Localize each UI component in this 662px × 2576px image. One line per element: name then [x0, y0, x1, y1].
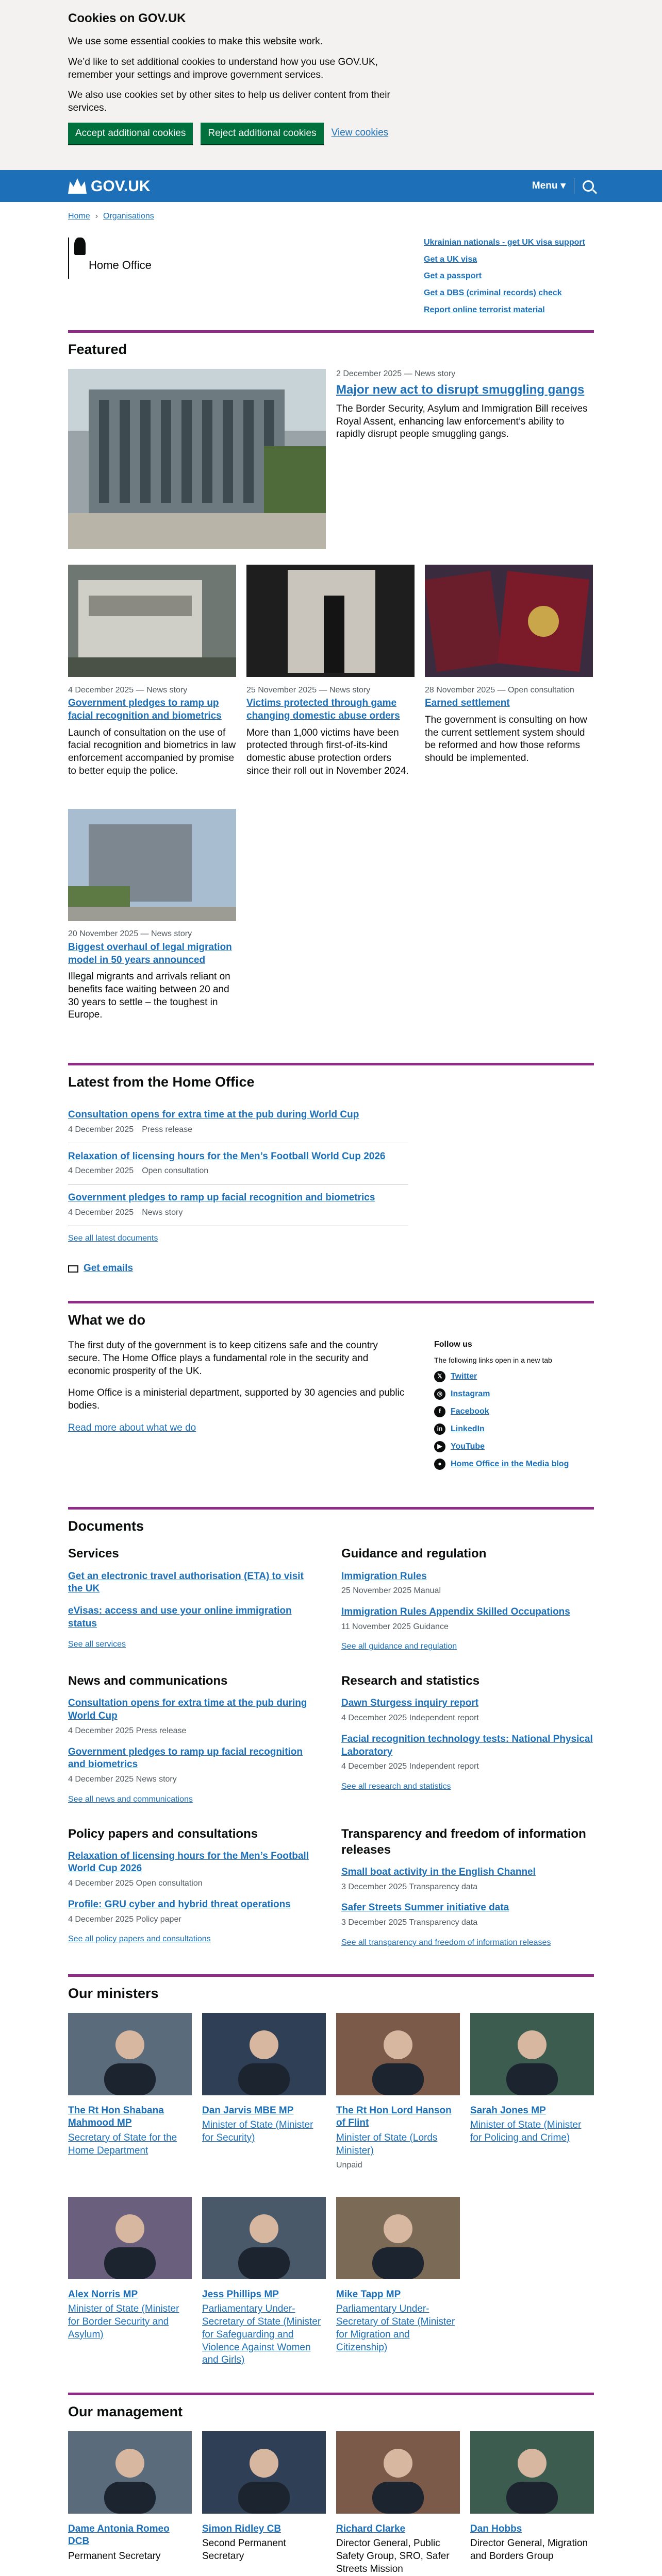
quick-link[interactable]: Get a DBS (criminal records) check — [424, 289, 562, 298]
portrait-photo[interactable] — [202, 2431, 326, 2514]
person-card — [202, 2431, 326, 2575]
accept-cookies-button[interactable]: Accept additional cookies — [68, 123, 193, 144]
list-item — [68, 1184, 408, 1226]
facebook-icon: f — [434, 1406, 445, 1417]
follow-note: The following links open in a new tab — [434, 1356, 552, 1365]
featured-image[interactable] — [68, 369, 326, 549]
card-meta: 4 December 2025 — News story — [68, 685, 188, 694]
management-section — [68, 2393, 594, 2576]
doc-block-heading: Guidance and regulation — [341, 1547, 487, 1561]
card-image[interactable] — [68, 809, 236, 921]
featured-card — [425, 565, 593, 778]
person-name[interactable]: Alex Norris MP — [68, 2289, 138, 2300]
person-role: Director General, Migration and Borders Group — [470, 2538, 588, 2562]
portrait-photo[interactable] — [68, 2431, 192, 2514]
card-summary: More than 1,000 victims have been protected through first-of-its-kind domestic abuse protection orders since their roll out in November 2024. — [246, 727, 409, 776]
person-role[interactable]: Parliamentary Under-Secretary of State (Minister for Migration and Citizenship) — [336, 2303, 455, 2353]
latest-item-type: Open consultation — [142, 1166, 209, 1176]
reject-cookies-button[interactable]: Reject additional cookies — [201, 123, 323, 144]
featured-section — [68, 330, 594, 1042]
person-card — [470, 2431, 594, 2575]
featured-card — [68, 809, 236, 1022]
what-we-do-section — [68, 1301, 594, 1476]
social-link-linkedin[interactable]: LinkedIn — [451, 1424, 485, 1433]
doc-item-title[interactable]: Profile: GRU cyber and hybrid threat operations — [68, 1899, 291, 1910]
doc-item-title[interactable]: Get an electronic travel authorisation (ETA) to visit the UK — [68, 1570, 304, 1595]
see-all-latest-link[interactable]: See all latest documents — [68, 1233, 158, 1243]
management-heading: Our management — [68, 2403, 183, 2419]
x-icon: 𝕏 — [434, 1371, 445, 1382]
social-link-youtube[interactable]: YouTube — [451, 1442, 485, 1451]
logo-text: GOV.UK — [91, 177, 151, 195]
person-role: Second Permanent Secretary — [202, 2538, 286, 2562]
person-role: Director General, Public Safety Group, SRO, Safer Streets Mission — [336, 2538, 450, 2574]
site-header — [0, 170, 662, 202]
person-card — [202, 2013, 326, 2171]
search-icon[interactable] — [583, 180, 594, 192]
portrait-photo[interactable] — [470, 2431, 594, 2514]
card-image[interactable] — [425, 565, 593, 677]
doc-item-meta: 25 November 2025 Manual — [341, 1586, 441, 1596]
featured-card — [68, 565, 236, 778]
portrait-photo[interactable] — [202, 2013, 326, 2095]
card-summary: The government is consulting on how the current settlement system should be reformed and how those reforms should be implemented. — [425, 715, 587, 764]
latest-item-date: 4 December 2025 — [68, 1208, 134, 1217]
doc-block-research — [341, 1673, 594, 1810]
latest-item-type: Press release — [142, 1125, 193, 1134]
social-link-facebook[interactable]: Facebook — [451, 1406, 489, 1416]
quick-link[interactable]: Get a UK visa — [424, 255, 477, 264]
card-title[interactable]: Earned settlement — [425, 698, 510, 709]
main-content — [68, 202, 594, 2576]
person-name[interactable]: Richard Clarke — [336, 2523, 406, 2534]
person-role[interactable]: Secretary of State for the Home Department — [68, 2132, 177, 2156]
person-name[interactable]: Jess Phillips MP — [202, 2289, 279, 2300]
crown-icon — [68, 178, 87, 194]
featured-heading: Featured — [68, 341, 127, 357]
latest-item-date: 4 December 2025 — [68, 1166, 134, 1176]
blog-icon: ● — [434, 1459, 445, 1470]
doc-item-title[interactable]: Relaxation of licensing hours for the Men’s Football World Cup 2026 — [68, 1850, 309, 1874]
person-name[interactable]: Dan Hobbs — [470, 2523, 522, 2534]
person-card — [336, 2013, 460, 2171]
person-name[interactable]: Sarah Jones MP — [470, 2105, 546, 2116]
latest-item-date: 4 December 2025 — [68, 1125, 134, 1134]
cookie-heading: Cookies on GOV.UK — [68, 11, 186, 25]
breadcrumb — [68, 202, 594, 227]
see-all-link[interactable]: See all guidance and regulation — [341, 1642, 457, 1651]
doc-block-heading: Transparency and freedom of information releases — [341, 1826, 586, 1857]
quick-link[interactable]: Get a passport — [424, 272, 482, 281]
portrait-photo[interactable] — [470, 2013, 594, 2095]
doc-block-heading: Research and statistics — [341, 1674, 480, 1688]
doc-block-transparency — [341, 1826, 594, 1954]
portrait-photo[interactable] — [336, 2197, 460, 2279]
card-title[interactable]: Victims protected through game changing domestic abuse orders — [246, 698, 400, 722]
doc-item-title[interactable]: Small boat activity in the English Channel — [341, 1866, 536, 1877]
documents-section — [68, 1507, 594, 1969]
card-title[interactable]: Biggest overhaul of legal migration model in 50 years announced — [68, 941, 232, 965]
see-all-link[interactable]: See all transparency and freedom of information releases — [341, 1938, 551, 1947]
doc-item-meta: 4 December 2025 Independent report — [341, 1762, 479, 1771]
latest-heading: Latest from the Home Office — [68, 1074, 255, 1090]
cookie-text-3: We also use cookies set by other sites to help us deliver content from their services. — [68, 90, 390, 113]
latest-item-title[interactable]: Government pledges to ramp up facial recognition and biometrics — [68, 1192, 375, 1204]
doc-item-title[interactable]: Immigration Rules — [341, 1570, 427, 1582]
see-all-link[interactable]: See all news and communications — [68, 1794, 193, 1804]
quick-link[interactable]: Ukrainian nationals - get UK visa support — [424, 238, 585, 247]
person-name[interactable]: Simon Ridley CB — [202, 2523, 282, 2534]
org-name: Home Office — [89, 258, 152, 272]
person-role[interactable]: Minister of State (Minister for Border Security and Asylum) — [68, 2303, 179, 2340]
doc-item-title[interactable]: Consultation opens for extra time at the pub during World Cup — [68, 1698, 307, 1722]
mail-icon — [68, 1265, 78, 1273]
featured-summary: The Border Security, Asylum and Immigration Bill receives Royal Assent, enhancing law enforcement’s ability to rapidly disrupt people smuggling gangs. — [336, 403, 588, 440]
doc-item-title[interactable]: Dawn Sturgess inquiry report — [341, 1698, 479, 1709]
list-item — [68, 1143, 408, 1184]
doc-item-meta: 4 December 2025 Policy paper — [68, 1914, 181, 1924]
doc-item-title[interactable]: Immigration Rules Appendix Skilled Occupations — [341, 1606, 570, 1617]
social-link-twitter[interactable]: Twitter — [451, 1371, 477, 1381]
org-logo — [68, 238, 152, 279]
person-card — [68, 2013, 192, 2171]
ministers-section — [68, 1974, 594, 2382]
breadcrumb-separator: › — [95, 212, 98, 221]
doc-block-services — [68, 1546, 321, 1657]
doc-item-meta: 11 November 2025 Guidance — [341, 1622, 449, 1631]
person-role: Permanent Secretary — [68, 2551, 161, 2562]
instagram-icon: ◎ — [434, 1388, 445, 1400]
card-summary: Illegal migrants and arrivals reliant on benefits face waiting between 20 and 30 years to settle – the toughest in Europe. — [68, 971, 230, 1021]
portrait-photo[interactable] — [202, 2197, 326, 2279]
youtube-icon: ▶ — [434, 1441, 445, 1452]
person-card — [336, 2431, 460, 2575]
card-meta: 25 November 2025 — News story — [246, 685, 371, 694]
person-name[interactable]: The Rt Hon Shabana Mahmood MP — [68, 2105, 164, 2129]
person-name[interactable]: Dan Jarvis MBE MP — [202, 2105, 294, 2116]
documents-heading: Documents — [68, 1518, 144, 1534]
doc-item-meta: 4 December 2025 News story — [68, 1775, 177, 1784]
doc-item-title[interactable]: eVisas: access and use your online immigration status — [68, 1605, 292, 1629]
person-name[interactable]: Mike Tapp MP — [336, 2289, 401, 2300]
list-item — [68, 1101, 408, 1143]
latest-item-type: News story — [142, 1208, 183, 1217]
person-role[interactable]: Minister of State (Lords Minister) — [336, 2132, 438, 2156]
person-note: Unpaid — [336, 2161, 362, 2170]
govuk-logo[interactable] — [68, 176, 151, 196]
card-meta: 28 November 2025 — Open consultation — [425, 685, 574, 694]
cookie-banner — [0, 0, 662, 170]
linkedin-icon: in — [434, 1423, 445, 1435]
menu-label: Menu — [532, 180, 558, 191]
doc-item-title[interactable]: Facial recognition technology tests: National Physical Laboratory — [341, 1733, 593, 1757]
portrait-photo[interactable] — [336, 2431, 460, 2514]
card-title[interactable]: Government pledges to ramp up facial recognition and biometrics — [68, 698, 222, 722]
person-card — [68, 2431, 192, 2575]
view-cookies-link[interactable]: View cookies — [331, 127, 389, 139]
portrait-photo[interactable] — [336, 2013, 460, 2095]
card-image[interactable] — [246, 565, 415, 677]
what-we-do-heading: What we do — [68, 1312, 145, 1328]
social-link-blog[interactable]: Home Office in the Media blog — [451, 1459, 569, 1468]
what-we-do-text-1: The first duty of the government is to keep citizens safe and the country secure. The Home Office plays a fundamental role in the security and economic prosperity of the UK. — [68, 1340, 378, 1377]
ministers-heading: Our ministers — [68, 1985, 159, 2001]
person-role[interactable]: Minister of State (Minister for Policing and Crime) — [470, 2120, 582, 2143]
doc-item-meta: 3 December 2025 Transparency data — [341, 1882, 478, 1891]
featured-title[interactable]: Major new act to disrupt smuggling gangs — [336, 382, 585, 397]
what-we-do-text-2: Home Office is a ministerial department, supported by 30 agencies and public bodies. — [68, 1387, 405, 1411]
doc-item-title[interactable]: Government pledges to ramp up facial recognition and biometrics — [68, 1746, 303, 1770]
doc-block-heading: Services — [68, 1547, 119, 1561]
card-meta: 20 November 2025 — News story — [68, 929, 192, 939]
doc-block-policy — [68, 1826, 321, 1954]
doc-item-meta: 4 December 2025 Open consultation — [68, 1879, 203, 1888]
breadcrumb-organisations[interactable]: Organisations — [103, 212, 154, 221]
featured-meta: 2 December 2025 — News story — [336, 369, 456, 378]
get-emails-label[interactable]: Get emails — [84, 1263, 134, 1274]
see-all-link[interactable]: See all services — [68, 1640, 126, 1649]
card-summary: Launch of consultation on the use of facial recognition and biometrics in law enforcement accompanied by promise to better equip the police. — [68, 727, 236, 776]
cookie-text-2: We’d like to set additional cookies to understand how you use GOV.UK, remember your settings and improve government services. — [68, 56, 378, 80]
doc-item-meta: 4 December 2025 Press release — [68, 1726, 187, 1735]
doc-block-guidance — [341, 1546, 594, 1657]
latest-section — [68, 1063, 594, 1275]
featured-card — [246, 565, 415, 778]
latest-item-title[interactable]: Consultation opens for extra time at the pub during World Cup — [68, 1109, 359, 1121]
follow-heading: Follow us — [434, 1340, 472, 1349]
doc-item-title[interactable]: Safer Streets Summer initiative data — [341, 1902, 509, 1913]
person-name[interactable]: The Rt Hon Lord Hanson of Flint — [336, 2105, 452, 2129]
menu-button[interactable] — [532, 180, 566, 193]
social-link-instagram[interactable]: Instagram — [451, 1389, 490, 1398]
see-all-link[interactable]: See all policy papers and consultations — [68, 1935, 211, 1944]
cookie-text-1: We use some essential cookies to make this website work. — [68, 36, 323, 47]
doc-block-heading: News and communications — [68, 1674, 228, 1688]
royal-crest-icon — [74, 238, 86, 255]
quick-links — [424, 238, 594, 325]
person-card — [470, 2013, 594, 2171]
follow-us — [434, 1340, 594, 1476]
person-role[interactable]: Minister of State (Minister for Security) — [202, 2120, 313, 2143]
doc-item-meta: 4 December 2025 Independent report — [341, 1714, 479, 1723]
see-all-link[interactable]: See all research and statistics — [341, 1782, 451, 1791]
portrait-photo[interactable] — [68, 2013, 192, 2095]
person-name[interactable]: Dame Antonia Romeo DCB — [68, 2523, 170, 2547]
latest-item-title[interactable]: Relaxation of licensing hours for the Men’s Football World Cup 2026 — [68, 1150, 386, 1162]
person-card — [202, 2197, 326, 2367]
person-card — [336, 2197, 460, 2367]
card-image[interactable] — [68, 565, 236, 677]
chevron-down-icon: ▾ — [560, 180, 566, 191]
portrait-photo[interactable] — [68, 2197, 192, 2279]
doc-item-meta: 3 December 2025 Transparency data — [341, 1918, 478, 1927]
get-emails-link[interactable] — [68, 1262, 594, 1275]
quick-link[interactable]: Report online terrorist material — [424, 305, 545, 314]
read-more-link[interactable]: Read more about what we do — [68, 1422, 196, 1433]
doc-block-heading: Policy papers and consultations — [68, 1826, 258, 1841]
breadcrumb-home[interactable]: Home — [68, 212, 90, 221]
doc-block-news — [68, 1673, 321, 1810]
person-role[interactable]: Parliamentary Under-Secretary of State (Minister for Safeguarding and Violence Against Women and Girls) — [202, 2303, 321, 2366]
person-card — [68, 2197, 192, 2367]
